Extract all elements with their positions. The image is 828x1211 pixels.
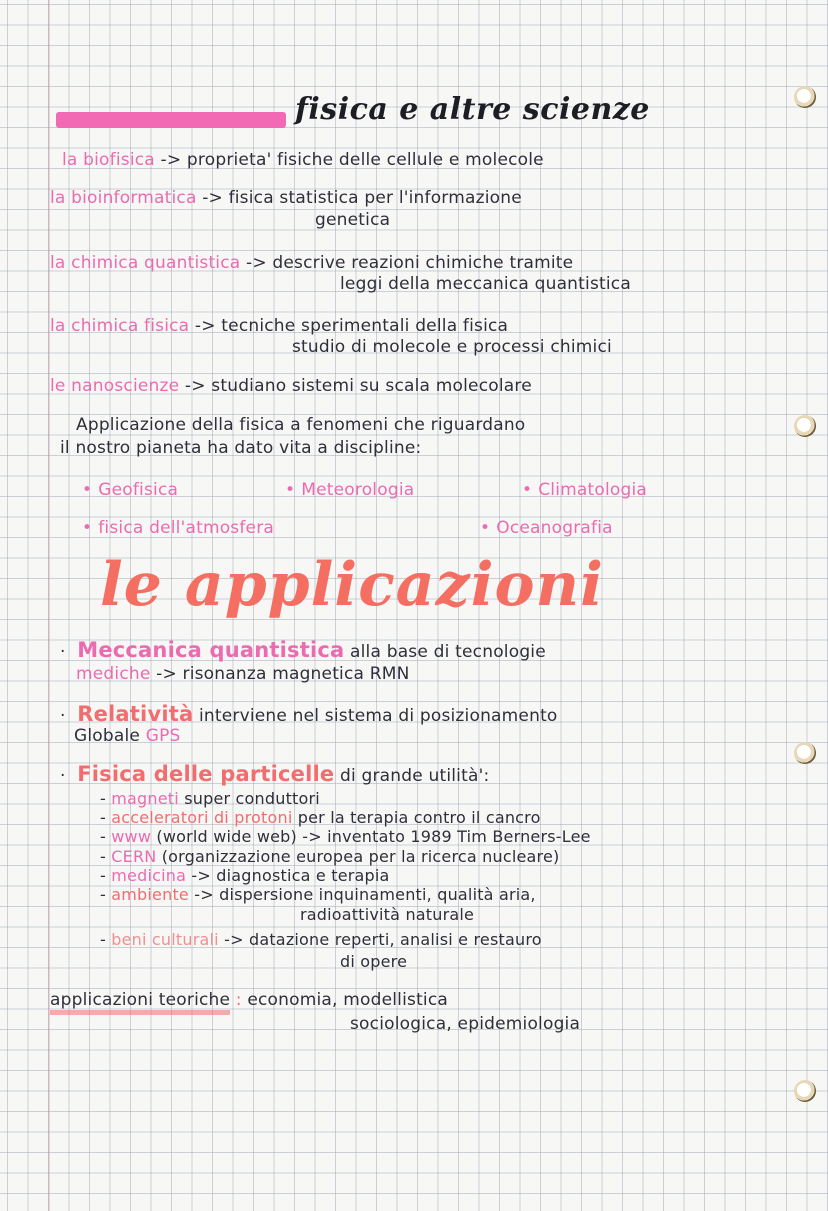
particle-use-continuation: di opere (340, 952, 408, 971)
particle-use-item: - medicina -> diagnostica e terapia (100, 866, 390, 885)
particle-use-item: - ambiente -> dispersione inquinamenti, qualità aria, (100, 885, 536, 904)
application-head: Meccanica quantistica (77, 638, 345, 662)
arrow: -> (184, 376, 206, 396)
application-head: Relatività (77, 702, 194, 726)
binder-hole (794, 86, 816, 108)
definition-biofisica (62, 150, 544, 170)
bullet-icon: • (522, 480, 533, 500)
description: studiano sistemi su scala molecolare (211, 376, 532, 396)
term: la chimica fisica (50, 316, 190, 336)
theory-separator: : (235, 990, 242, 1010)
application-head: Fisica delle particelle (77, 762, 335, 786)
particle-use-item: - beni culturali -> datazione reperti, analisi e restauro (100, 930, 542, 949)
particle-use-item: - www (world wide web) -> inventato 1989 Tim Berners-Lee (100, 827, 591, 846)
particle-use-item: - CERN (organizzazione europea per la ricerca nucleare) (100, 847, 560, 866)
page-title: fisica e altre scienze (295, 92, 650, 127)
description: proprieta' fisiche delle cellule e molecole (186, 150, 544, 170)
application-meccanica-quantistica (60, 640, 546, 662)
definition-chimica-quantistica (50, 253, 573, 273)
particle-use-continuation: radioattività naturale (300, 905, 475, 924)
theory-continuation: sociologica, epidemiologia (350, 1014, 581, 1034)
arrow: -> (160, 150, 182, 170)
bullet-icon: • (285, 480, 296, 500)
discipline-item: • Meteorologia (285, 480, 415, 500)
intro-line: Applicazione della fisica a fenomeni che riguardano (76, 415, 526, 435)
definition-chimica-fisica (50, 316, 508, 336)
theory-line: economia, modellistica (247, 990, 449, 1010)
application-continuation: Globale GPS (74, 726, 181, 746)
bullet-icon: · (60, 706, 66, 726)
description: descrive reazioni chimiche tramite (272, 253, 574, 273)
description: fisica statistica per l'informazione (228, 188, 522, 208)
definition-bioinformatica (50, 188, 522, 208)
binder-hole (794, 415, 816, 437)
description: tecniche sperimentali della fisica (221, 316, 509, 336)
application-text: alla base di tecnologie (350, 642, 546, 662)
definition-continuation: leggi della meccanica quantistica (340, 274, 631, 294)
arrow: -> (194, 316, 216, 336)
definition-continuation: studio di molecole e processi chimici (292, 337, 612, 357)
term: la chimica quantistica (50, 253, 241, 273)
bullet-icon: · (60, 642, 66, 662)
theory-head: applicazioni teoriche (50, 990, 230, 1015)
bullet-icon: · (60, 766, 66, 786)
bullet-icon: • (82, 518, 93, 538)
title-highlight (56, 112, 286, 128)
definition-continuation: genetica (315, 210, 391, 230)
term: le nanoscienze (50, 376, 180, 396)
application-text: interviene nel sistema di posizionamento (198, 706, 558, 726)
intro-line: il nostro pianeta ha dato vita a discipline: (60, 438, 422, 458)
term: la bioinformatica (50, 188, 197, 208)
application-relativita (60, 704, 558, 726)
application-text: di grande utilità': (339, 766, 490, 786)
definition-nanoscienze (50, 376, 532, 396)
arrow: -> (202, 188, 223, 208)
particle-use-item: - acceleratori di protoni per la terapia contro il cancro (100, 808, 541, 827)
application-fisica-particelle (60, 764, 489, 786)
binder-hole (794, 742, 816, 764)
particle-use-item: - magneti super conduttori (100, 789, 320, 808)
margin-line (48, 0, 50, 1211)
application-continuation: mediche -> risonanza magnetica RMN (76, 664, 410, 684)
discipline-item: • Oceanografia (480, 518, 613, 538)
term: la biofisica (62, 150, 155, 170)
discipline-item: • fisica dell'atmosfera (82, 518, 275, 538)
discipline-item: • Climatologia (522, 480, 648, 500)
bullet-icon: • (82, 480, 93, 500)
theoretical-applications (50, 990, 448, 1010)
bullet-icon: • (480, 518, 491, 538)
binder-hole (794, 1080, 816, 1102)
arrow: -> (246, 253, 267, 273)
discipline-item: • Geofisica (82, 480, 179, 500)
section-title: le applicazioni (100, 550, 604, 620)
